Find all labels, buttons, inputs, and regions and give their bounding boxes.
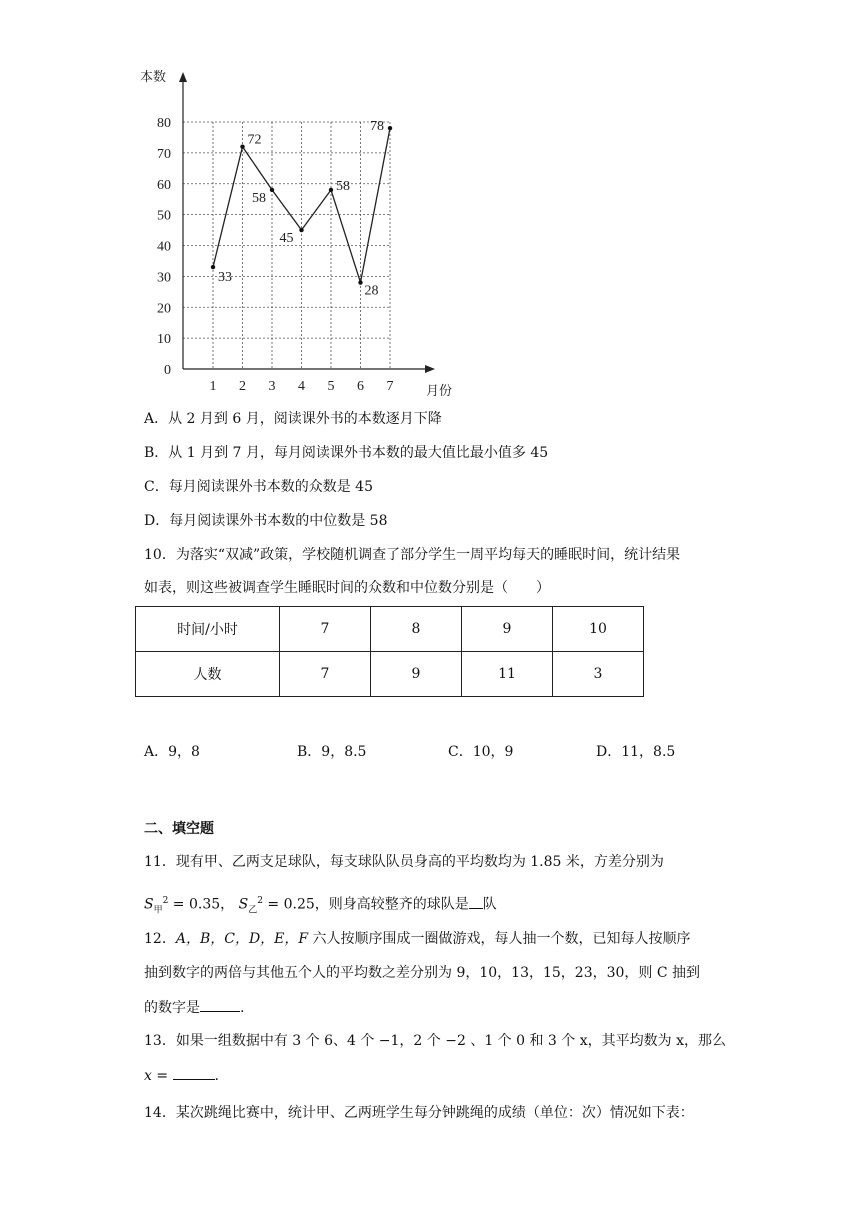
variance-jia: = 0.35 [172,896,221,913]
x-tick-label: 2 [239,379,246,394]
subscript-jia: 甲 [153,905,163,916]
x-tick-label: 3 [268,379,276,394]
x-tick-label: 4 [298,379,305,394]
q10-option-b: B．9，8.5 [297,744,367,760]
q13-line2 [144,1065,219,1086]
option-c: C．每月阅读课外书本数的众数是 45 [144,479,373,495]
answer-blank[interactable] [469,894,483,909]
data-label: 45 [279,231,294,247]
y-tick-label: 50 [157,208,171,224]
q10-stem-line1: 10．为落实“双减”政策，学校随机调查了部分学生一周平均每天的睡眠时间，统计结果 [144,547,681,563]
table-cell: 7 [280,652,371,697]
chart-ticks [157,116,394,394]
x-tick-label: 1 [209,379,217,394]
q11-line2: $S_甲^2 = 0.35$， $S_乙^2 = 0.25$，则身高较整齐的球队是 队 [144,891,497,920]
q12-vars: A，B，C，D，E，F [175,931,309,947]
option-d: D．每月阅读课外书本数的中位数是 58 [144,513,388,529]
y-tick-label: 40 [157,239,171,255]
q12-line2: 抽到数字的两倍与其他五个人的平均数之差分别为 9，10，13，15，23，30，则 C 抽到 [144,965,701,981]
y-tick-label: 70 [157,146,171,162]
data-label: 58 [252,190,266,206]
y-axis-label: 本数 [140,70,167,85]
q10-option-a: A．9，8 [144,744,200,760]
data-point [211,265,215,269]
table-cell: 7 [280,607,371,652]
table-cell: 9 [462,607,553,652]
line-chart [130,60,470,405]
q14-line1: 14．某次跳绳比赛中，统计甲、乙两班学生每分钟跳绳的成绩（单位：次）情况如下表： [144,1105,694,1121]
sleep-table [135,606,644,697]
table-cell: 10 [553,607,644,652]
y-tick-label: 20 [157,301,171,317]
q11-end: 队 [482,896,497,913]
q11-tail: ，则身高较整齐的球队是 [314,896,469,913]
option-b: B．从 1 月到 7 月，每月阅读课外书本数的最大值比最小值多 45 [144,445,549,461]
q10-option-d: D．11，8.5 [596,744,676,760]
q10-option-c: C．10，9 [448,744,514,760]
subscript-yi: 乙 [248,905,258,916]
data-point [358,280,362,284]
q12-rest: 六人按顺序围成一圈做游戏，每人抽一个数，已知每人按顺序 [308,931,691,947]
table-row [136,652,644,697]
q10-stem-line2: 如表，则这些被调查学生睡眠时间的众数和中位数分别是（ ） [144,580,550,596]
answer-blank[interactable] [200,997,240,1012]
section-title: 二、填空题 [144,821,214,837]
variance-yi: = 0.25 [267,896,315,913]
x-tick-label: 6 [357,379,364,394]
data-label: 58 [336,178,350,194]
data-label: 33 [218,270,232,286]
y-tick-label: 80 [157,116,171,131]
q12-line3 [144,997,244,1018]
q13-end: . [214,1068,219,1084]
x-axis-arrow [425,365,435,373]
data-point [388,126,392,130]
table-cell: 11 [462,652,553,697]
table-cell: 时间/小时 [136,607,280,652]
q12-number: 12． [144,931,176,947]
x-tick-label: 7 [386,379,394,394]
y-tick-label: 0 [164,363,171,378]
y-tick-label: 30 [157,270,171,286]
data-point [270,188,274,192]
data-label: 78 [370,119,384,135]
answer-blank[interactable] [173,1065,215,1080]
q13-x: x = [144,1068,173,1084]
y-tick-label: 10 [157,332,171,348]
y-tick-label: 60 [157,177,171,193]
y-axis-arrow [179,72,187,82]
q12-line1 [144,929,691,949]
option-a: A．从 2 月到 6 月，阅读课外书的本数逐月下降 [144,411,442,427]
data-label: 72 [247,132,262,148]
q13-line1: 13．如果一组数据中有 3 个 6、4 个 −1，2 个 −2 、1 个 0 和 3 个 x，其平均数为 x，那么 [144,1033,726,1049]
table-cell: 人数 [136,652,280,697]
q12-line3-text: 的数字是 [144,1000,200,1016]
data-point [299,228,303,232]
data-point [240,145,244,149]
table-cell: 9 [371,652,462,697]
q11-line1: 11．现有甲、乙两支足球队，每支球队队员身高的平均数均为 1.85 米，方差分别为 [144,854,664,870]
q12-end: . [240,1000,245,1016]
table-row [136,607,644,652]
table-cell: 8 [371,607,462,652]
x-tick-label: 5 [327,379,335,394]
data-label: 28 [364,283,379,299]
x-axis-label: 月份 [426,384,453,399]
data-point [329,188,333,192]
table-cell: 3 [553,652,644,697]
